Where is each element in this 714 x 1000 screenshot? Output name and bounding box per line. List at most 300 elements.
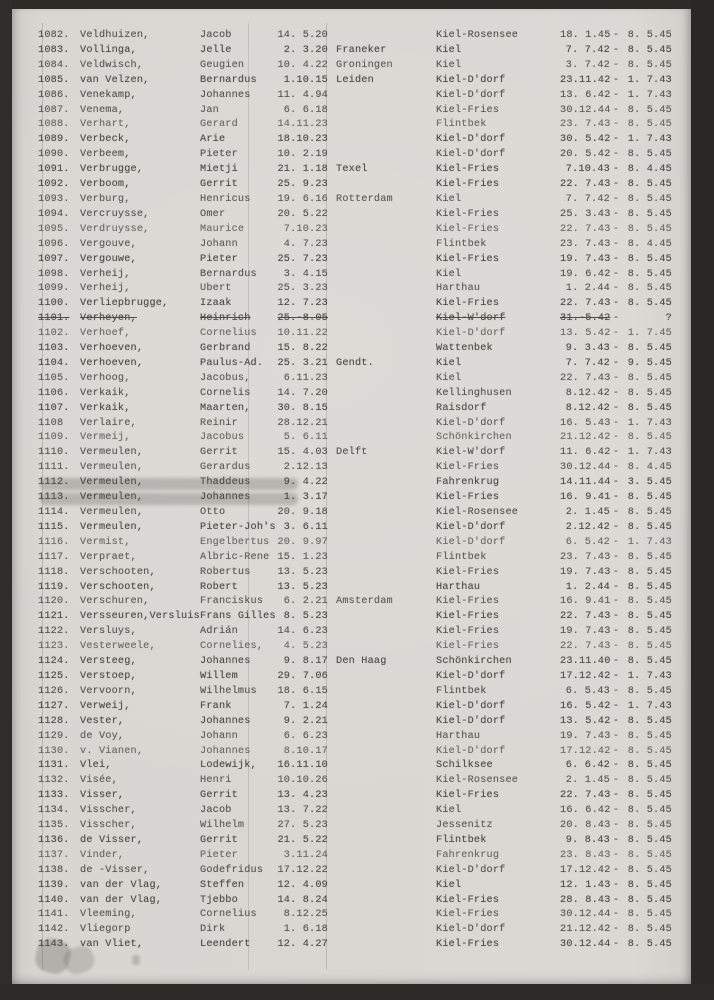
birth-date: 25. 3.23 — [277, 283, 328, 295]
row-number: 1121. — [38, 611, 70, 623]
surname: de Visser, — [80, 834, 144, 846]
date-separator: - — [612, 566, 620, 578]
birth-date: 16.11.10 — [277, 760, 328, 772]
date-to: 8. 5.45 — [627, 730, 672, 742]
surname: Vergouve, — [80, 238, 137, 250]
camp-location: Kiel-Fries — [436, 298, 500, 310]
date-from: 30. 5.42 — [560, 134, 611, 146]
birth-date: 8.12.25 — [283, 909, 328, 921]
date-separator: - — [612, 193, 620, 205]
camp-location: Jessenitz — [436, 820, 493, 832]
row-number: 1131. — [38, 760, 70, 772]
birth-date: 6.11.23 — [283, 372, 328, 384]
birth-date: 13. 5.23 — [277, 566, 328, 578]
date-from: 19. 7.43 — [560, 253, 611, 265]
date-to: 8. 5.45 — [627, 521, 672, 533]
row-number: 1118. — [38, 566, 70, 578]
register-row — [12, 522, 691, 537]
date-separator: - — [612, 894, 620, 906]
birth-date: 12. 7.23 — [277, 298, 328, 310]
camp-location: Kiel-Fries — [436, 939, 500, 951]
row-number: 1125. — [38, 670, 70, 682]
date-to: 8. 5.45 — [627, 849, 672, 861]
surname: van Vliet, — [80, 939, 144, 951]
birth-date: 14. 6.23 — [277, 626, 328, 638]
date-separator: - — [612, 670, 620, 682]
date-separator: - — [612, 909, 620, 921]
date-from: 2.12.42 — [565, 521, 610, 533]
date-to: 8. 5.45 — [627, 253, 672, 265]
date-from: 3. 7.42 — [565, 59, 610, 71]
row-number: 1127. — [38, 700, 70, 712]
camp-location: Kiel-D'dorf — [436, 417, 506, 429]
date-to: 8. 5.45 — [627, 864, 672, 876]
camp-location: Kiel-Fries — [436, 253, 500, 265]
date-from: 9. 3.43 — [565, 343, 610, 355]
date-to: 8. 5.45 — [627, 44, 672, 56]
register-row — [12, 731, 691, 746]
first-name: Ubert — [200, 283, 232, 295]
birth-date: 1. 6.18 — [283, 924, 328, 936]
register-row — [12, 567, 691, 582]
register-row — [12, 105, 691, 120]
camp-location: Kiel-Fries — [436, 104, 500, 116]
row-number: 1103. — [38, 343, 70, 355]
surname: Verschooten, — [80, 566, 156, 578]
date-from: 11. 6.42 — [560, 447, 611, 459]
date-from: 20. 5.42 — [560, 149, 611, 161]
date-separator: - — [612, 208, 620, 220]
camp-location: Flintbek — [436, 551, 487, 563]
date-to: 8. 5.45 — [627, 596, 672, 608]
first-name: Mietji — [200, 164, 238, 176]
surname: Verkaik, — [80, 387, 131, 399]
register-row — [12, 477, 691, 492]
row-number: 1108 — [38, 417, 64, 429]
register-row — [12, 760, 691, 775]
origin-city: Delft — [336, 447, 368, 459]
camp-location: Kiel-Fries — [436, 164, 500, 176]
date-to: 8. 5.45 — [627, 104, 672, 116]
date-separator: - — [612, 104, 620, 116]
surname: Vesterweele, — [80, 641, 156, 653]
row-number: 1089. — [38, 134, 70, 146]
date-from: 17.12.42 — [560, 670, 611, 682]
birth-date: 3. 6.11 — [283, 521, 328, 533]
birth-date: 12. 4.09 — [277, 879, 328, 891]
date-separator: - — [612, 223, 620, 235]
date-separator: - — [612, 298, 620, 310]
first-name: Franciskus — [200, 596, 264, 608]
row-number: 1086. — [38, 89, 70, 101]
date-from: 16. 9.41 — [560, 596, 611, 608]
date-from: 19. 7.43 — [560, 566, 611, 578]
surname: Versluys, — [80, 626, 137, 638]
first-name: Gerbrand — [200, 343, 251, 355]
date-from: 22. 7.43 — [560, 179, 611, 191]
first-name: Henri — [200, 775, 232, 787]
date-from: 22. 7.43 — [560, 641, 611, 653]
camp-location: Raisdorf — [436, 402, 487, 414]
date-to: 8. 5.45 — [627, 715, 672, 727]
row-number: 1120. — [38, 596, 70, 608]
surname: Verheij, — [80, 268, 131, 280]
date-to: 8. 5.45 — [627, 149, 672, 161]
birth-date: 27. 5.23 — [277, 820, 328, 832]
first-name: Bernardus — [200, 74, 257, 86]
surname: Venekamp, — [80, 89, 137, 101]
register-row — [12, 850, 691, 865]
surname: van Velzen, — [80, 74, 150, 86]
date-to: 8. 5.45 — [627, 611, 672, 623]
register-row — [12, 865, 691, 880]
surname: Vliegorp — [80, 924, 131, 936]
birth-date: 4. 5.23 — [283, 641, 328, 653]
surname: Vermeulen, — [80, 507, 144, 518]
date-from: 16. 9.41 — [560, 492, 611, 504]
row-number: 1116. — [38, 536, 70, 548]
date-to: 8. 5.45 — [627, 268, 672, 280]
birth-date: 8.10.17 — [283, 745, 328, 757]
camp-location: Kiel-D'dorf — [436, 134, 506, 146]
row-number: 1126. — [38, 685, 70, 697]
register-row — [12, 895, 691, 910]
birth-date: 14. 8.24 — [277, 894, 328, 906]
date-separator: - — [612, 149, 620, 161]
surname: Veldwisch, — [80, 59, 144, 71]
row-number: 1114. — [38, 507, 70, 518]
register-row — [12, 343, 691, 358]
birth-date: 14. 7.20 — [277, 387, 328, 399]
date-from: 22. 7.43 — [560, 790, 611, 802]
date-separator: - — [612, 805, 620, 817]
camp-location: Flintbek — [436, 119, 487, 131]
date-separator: - — [612, 492, 620, 504]
date-separator: - — [612, 521, 620, 533]
first-name: Engelbertus — [200, 536, 270, 548]
surname: Visée, — [80, 775, 118, 787]
row-number: 1138. — [38, 864, 70, 876]
first-name: Omer — [200, 208, 226, 220]
date-separator: - — [612, 283, 620, 295]
date-to: 8. 5.45 — [627, 402, 672, 414]
first-name: Gerrit — [200, 179, 238, 191]
surname: van der Vlag, — [80, 879, 163, 891]
date-to: 1. 7.43 — [627, 417, 672, 429]
camp-location: Kiel-D'dorf — [436, 924, 506, 936]
row-number: 1129. — [38, 730, 70, 742]
camp-location: Kiel-D'dorf — [436, 521, 506, 533]
register-row — [12, 283, 691, 298]
scan-edge-right — [691, 0, 714, 1000]
date-to: 8. 5.45 — [627, 298, 672, 310]
date-separator: - — [612, 164, 620, 176]
camp-location: Flintbek — [436, 238, 487, 250]
camp-location: Kiel — [436, 357, 462, 369]
surname: Verschuren, — [80, 596, 150, 608]
surname: Vlei, — [80, 760, 112, 772]
date-separator: - — [612, 402, 620, 414]
date-from: 23. 7.43 — [560, 551, 611, 563]
birth-date: 2. 3.20 — [283, 44, 328, 56]
first-name: Jacob — [200, 805, 232, 817]
row-number: 1113. — [38, 492, 70, 504]
date-to: 8. 5.45 — [627, 894, 672, 906]
birth-date: 6. 6.23 — [283, 730, 328, 742]
surname: Vinder, — [80, 849, 125, 861]
origin-city: Den Haag — [336, 656, 387, 668]
date-from: 19. 7.43 — [560, 730, 611, 742]
surname: Visscher, — [80, 820, 137, 832]
date-separator: - — [612, 641, 620, 653]
surname: Vercruysse, — [80, 208, 150, 220]
date-to: 8. 5.45 — [627, 30, 672, 41]
row-number: 1091. — [38, 164, 70, 176]
register-row — [12, 626, 691, 641]
date-separator: - — [612, 939, 620, 951]
row-number: 1132. — [38, 775, 70, 787]
row-number: 1097. — [38, 253, 70, 265]
scan-edge-top — [0, 0, 714, 9]
birth-date: 13. 4.23 — [277, 790, 328, 802]
birth-date: 10. 4.22 — [277, 59, 328, 71]
first-name: Steffen — [200, 879, 245, 891]
date-to: 1. 7.45 — [627, 328, 672, 340]
row-number: 1123. — [38, 641, 70, 653]
date-to: 8. 5.45 — [627, 924, 672, 936]
surname: Verpraet, — [80, 551, 137, 563]
surname: Vermeulen, — [80, 447, 144, 459]
camp-location: Kiel-W'dorf — [436, 447, 506, 459]
birth-date: 11. 4.94 — [277, 89, 328, 101]
date-to: 1. 7.43 — [627, 447, 672, 459]
surname: Verlaire, — [80, 417, 137, 429]
camp-location: Kiel — [436, 805, 462, 817]
birth-date: 9. 2.21 — [283, 715, 328, 727]
first-name: Godefridus — [200, 864, 264, 876]
date-to: 8. 5.45 — [627, 59, 672, 71]
row-number: 1110. — [38, 447, 70, 459]
row-number: 1098. — [38, 268, 70, 280]
camp-location: Kiel-Fries — [436, 596, 500, 608]
date-to: 8. 5.45 — [627, 566, 672, 578]
row-number: 1136. — [38, 834, 70, 846]
date-from: 25. 3.43 — [560, 208, 611, 220]
birth-date: 14.11.23 — [277, 119, 328, 131]
register-row — [12, 119, 691, 134]
date-to: 1. 7.43 — [627, 700, 672, 712]
register-row — [12, 30, 691, 45]
date-to: 8. 4.45 — [627, 238, 672, 250]
birth-date: 18. 6.15 — [277, 685, 328, 697]
register-row — [12, 90, 691, 105]
camp-location: Kiel — [436, 44, 462, 56]
row-number: 1083. — [38, 44, 70, 56]
date-separator: - — [612, 715, 620, 727]
date-from: 6. 5.42 — [565, 536, 610, 548]
row-number: 1134. — [38, 805, 70, 817]
origin-city: Groningen — [336, 59, 393, 71]
first-name: Maarten, — [200, 402, 251, 414]
surname: Verbeck, — [80, 134, 131, 146]
camp-location: Kiel-D'dorf — [436, 715, 506, 727]
first-name: Cornelius — [200, 909, 257, 921]
camp-location: Kiel-D'dorf — [436, 864, 506, 876]
register-row — [12, 507, 691, 522]
date-to: 3. 5.45 — [627, 477, 672, 489]
date-from: 12. 1.43 — [560, 879, 611, 891]
date-from: 30.12.44 — [560, 909, 611, 921]
row-number: 1124. — [38, 656, 70, 668]
row-number: 1100. — [38, 298, 70, 310]
date-from: 22. 7.43 — [560, 611, 611, 623]
first-name: Pieter — [200, 149, 238, 161]
date-separator: - — [612, 59, 620, 71]
row-number: 1117. — [38, 551, 70, 563]
register-row — [12, 939, 691, 954]
first-name: Thaddeus — [200, 477, 251, 489]
first-name: Jacob — [200, 30, 232, 41]
surname: Verhoog, — [80, 372, 131, 384]
date-separator: - — [612, 74, 620, 86]
row-number: 1111. — [38, 462, 70, 474]
camp-location: Schönkirchen — [436, 656, 512, 668]
surname: Verheyen, — [80, 313, 137, 325]
date-from: 23.11.40 — [560, 656, 611, 668]
camp-location: Kiel-Fries — [436, 179, 500, 191]
register-row — [12, 701, 691, 716]
camp-location: Kiel-Fries — [436, 790, 500, 802]
date-to: 8. 5.45 — [627, 879, 672, 891]
register-row — [12, 164, 691, 179]
birth-date: 7.10.23 — [283, 223, 328, 235]
date-to: 8. 5.45 — [627, 119, 672, 131]
date-separator: - — [612, 656, 620, 668]
date-separator: - — [612, 343, 620, 355]
surname: van der Vlag, — [80, 894, 163, 906]
row-number: 1107. — [38, 402, 70, 414]
camp-location: Kiel-D'dorf — [436, 700, 506, 712]
scan-edge-left — [0, 0, 12, 1000]
first-name: Bernardus — [200, 268, 257, 280]
first-name: Gerrit — [200, 790, 238, 802]
birth-date: 5. 6.11 — [283, 432, 328, 444]
row-number: 1112. — [38, 477, 70, 489]
date-to: 8. 5.45 — [627, 507, 672, 518]
first-name: Heinrich — [200, 313, 251, 325]
date-to: 8. 5.45 — [627, 343, 672, 355]
surname: Verdruysse, — [80, 223, 150, 235]
date-separator: - — [612, 924, 620, 936]
row-number: 1139. — [38, 879, 70, 891]
row-number: 1109. — [38, 432, 70, 444]
first-name: Jelle — [200, 44, 232, 56]
birth-date: 15. 1.23 — [277, 551, 328, 563]
row-number: 1090. — [38, 149, 70, 161]
camp-location: Kiel — [436, 879, 462, 891]
date-separator: - — [612, 730, 620, 742]
camp-location: Kiel-Rosensee — [436, 507, 519, 518]
date-from: 22. 7.43 — [560, 223, 611, 235]
first-name: Johann — [200, 238, 238, 250]
register-row — [12, 447, 691, 462]
first-name: Arie — [200, 134, 226, 146]
date-from: 8.12.42 — [565, 387, 610, 399]
birth-date: 2.12.13 — [283, 462, 328, 474]
surname: Visscher, — [80, 805, 137, 817]
birth-date: 14. 5.20 — [277, 30, 328, 41]
surname: Verweij, — [80, 700, 131, 712]
birth-date: 25.-8.05 — [277, 313, 328, 325]
register-row — [12, 209, 691, 224]
row-number: 1133. — [38, 790, 70, 802]
date-from: 23. 7.43 — [560, 119, 611, 131]
surname: Verhart, — [80, 119, 131, 131]
register-row — [12, 149, 691, 164]
date-from: 7. 7.42 — [565, 357, 610, 369]
surname: Venema, — [80, 104, 125, 116]
date-separator: - — [612, 864, 620, 876]
row-number: 1087. — [38, 104, 70, 116]
register-row — [12, 432, 691, 447]
surname: v. Vianen, — [80, 745, 144, 757]
camp-location: Fahrenkrug — [436, 849, 500, 861]
date-separator: - — [612, 417, 620, 429]
date-to: 8. 5.45 — [627, 820, 672, 832]
camp-location: Kiel — [436, 372, 462, 384]
camp-location: Kiel-D'dorf — [436, 74, 506, 86]
date-from: 30.12.44 — [560, 104, 611, 116]
camp-location: Kiel — [436, 193, 462, 205]
date-separator: - — [612, 760, 620, 772]
first-name: Henricus — [200, 193, 251, 205]
register-row — [12, 596, 691, 611]
first-name: Pieter — [200, 849, 238, 861]
birth-date: 6. 6.18 — [283, 104, 328, 116]
date-from: 18. 1.45 — [560, 30, 611, 41]
register-row — [12, 880, 691, 895]
camp-location: Kiel-Fries — [436, 223, 500, 235]
birth-date: 1.10.15 — [283, 74, 328, 86]
date-separator: - — [612, 745, 620, 757]
row-number: 1137. — [38, 849, 70, 861]
camp-location: Kiel-W'dorf — [436, 313, 506, 325]
camp-location: Kiel-Fries — [436, 894, 500, 906]
surname: Verbrugge, — [80, 164, 144, 176]
birth-date: 18.10.23 — [277, 134, 328, 146]
date-to: 8. 5.45 — [627, 208, 672, 220]
date-from: 21.12.42 — [560, 432, 611, 444]
register-row — [12, 269, 691, 284]
register-row — [12, 462, 691, 477]
first-name: Cornelies, — [200, 641, 264, 653]
camp-location: Kiel-Fries — [436, 492, 500, 504]
birth-date: 29. 7.06 — [277, 670, 328, 682]
date-from: 1. 2.44 — [565, 283, 610, 295]
surname: Vermeulen, — [80, 521, 144, 533]
date-separator: - — [612, 626, 620, 638]
camp-location: Kiel-Fries — [436, 566, 500, 578]
camp-location: Kiel — [436, 59, 462, 71]
first-name: Frank — [200, 700, 232, 712]
first-name: Dirk — [200, 924, 226, 936]
first-name: Adrián — [200, 626, 238, 638]
row-number: 1104. — [38, 357, 70, 369]
date-to: 8. 5.45 — [627, 775, 672, 787]
register-row — [12, 194, 691, 209]
birth-date: 10. 2.19 — [277, 149, 328, 161]
camp-location: Harthau — [436, 730, 481, 742]
